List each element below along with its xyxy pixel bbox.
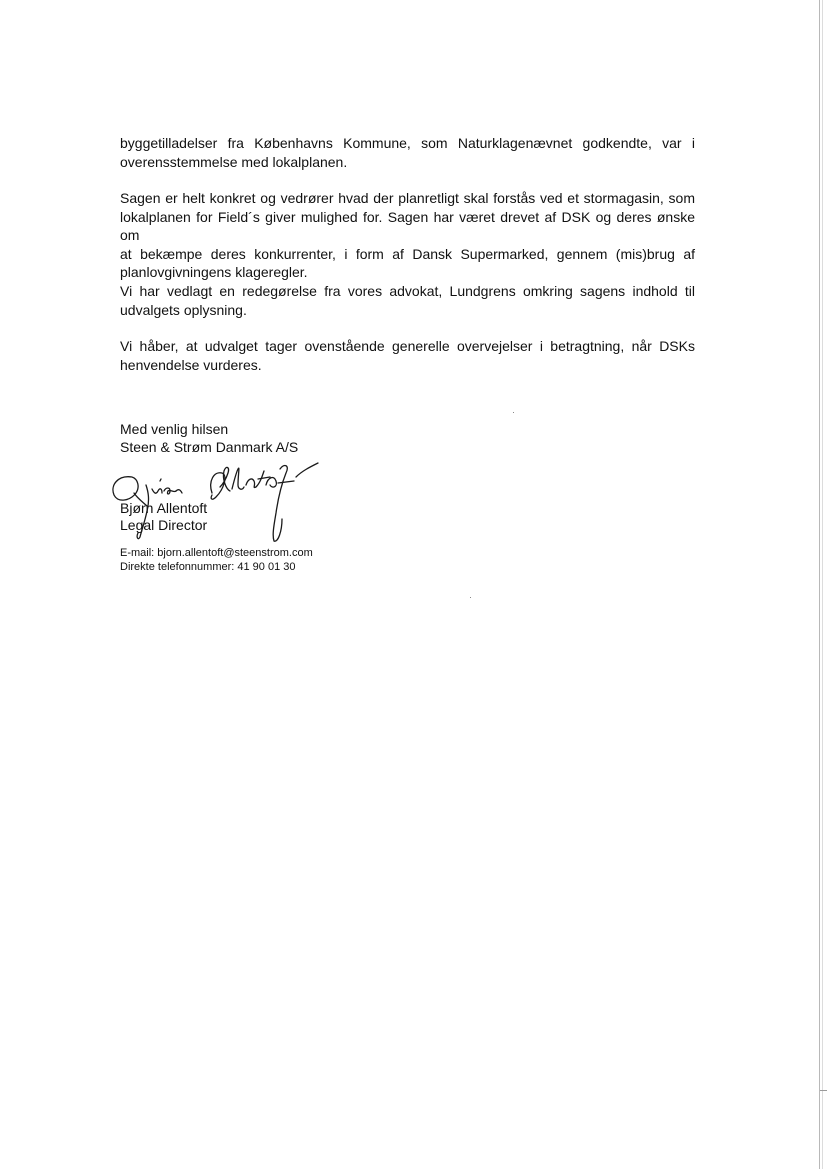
paragraph-line: udvalgets oplysning.	[120, 301, 247, 318]
signer-title: Legal Director	[120, 517, 208, 533]
scan-speck	[470, 597, 471, 598]
paragraph-conclusion	[120, 337, 695, 374]
contact-email: E-mail: bjorn.allentoft@steenstrom.com	[120, 547, 313, 559]
signer-name: Bjørn Allentoft	[120, 500, 208, 516]
paragraph-line: henvendelse vurderes.	[120, 356, 262, 373]
paragraph-line: at bekæmpe deres konkurrenter, i form af Dansk Supermarked, gennem (mis)brug af	[120, 245, 695, 262]
signer-block	[120, 500, 207, 534]
paragraph-line: Sagen er helt konkret og vedrører hvad der planretligt skal forstås ved et stormagasin, som	[120, 190, 695, 206]
contact-phone: Direkte telefonnummer: 41 90 01 30	[120, 560, 296, 573]
paragraph-line: lokalplanen for Field´s giver mulighed for. Sagen har været drevet af DSK og deres ønske om	[120, 208, 695, 243]
closing-company: Steen & Strøm Danmark A/S	[120, 439, 299, 455]
paragraph-line: overensstemmelse med lokalplanen.	[120, 153, 348, 170]
scan-speck	[513, 412, 514, 413]
scan-edge-line	[819, 0, 820, 1169]
paragraph-building-permits	[120, 134, 695, 171]
paragraph-line: planlovgivningens klageregler.	[120, 264, 308, 280]
paragraph-line: Vi håber, at udvalget tager ovenstående generelle overvejelser i betragtning, når DSKs	[120, 338, 695, 354]
closing-greeting: Med venlig hilsen	[120, 421, 229, 437]
paragraph-attachment	[120, 282, 695, 319]
contact-block	[120, 547, 313, 574]
closing-block	[120, 420, 298, 456]
paragraph-case-details	[120, 189, 695, 282]
paragraph-line: Vi har vedlagt en redegørelse fra vores advokat, Lundgrens omkring sagens indhold til	[120, 283, 695, 299]
scan-edge-shadow	[822, 0, 823, 1169]
scan-edge-tick	[820, 1090, 827, 1091]
paragraph-line: byggetilladelser fra Københavns Kommune, som Naturklagenævnet godkendte, var i	[120, 135, 695, 151]
